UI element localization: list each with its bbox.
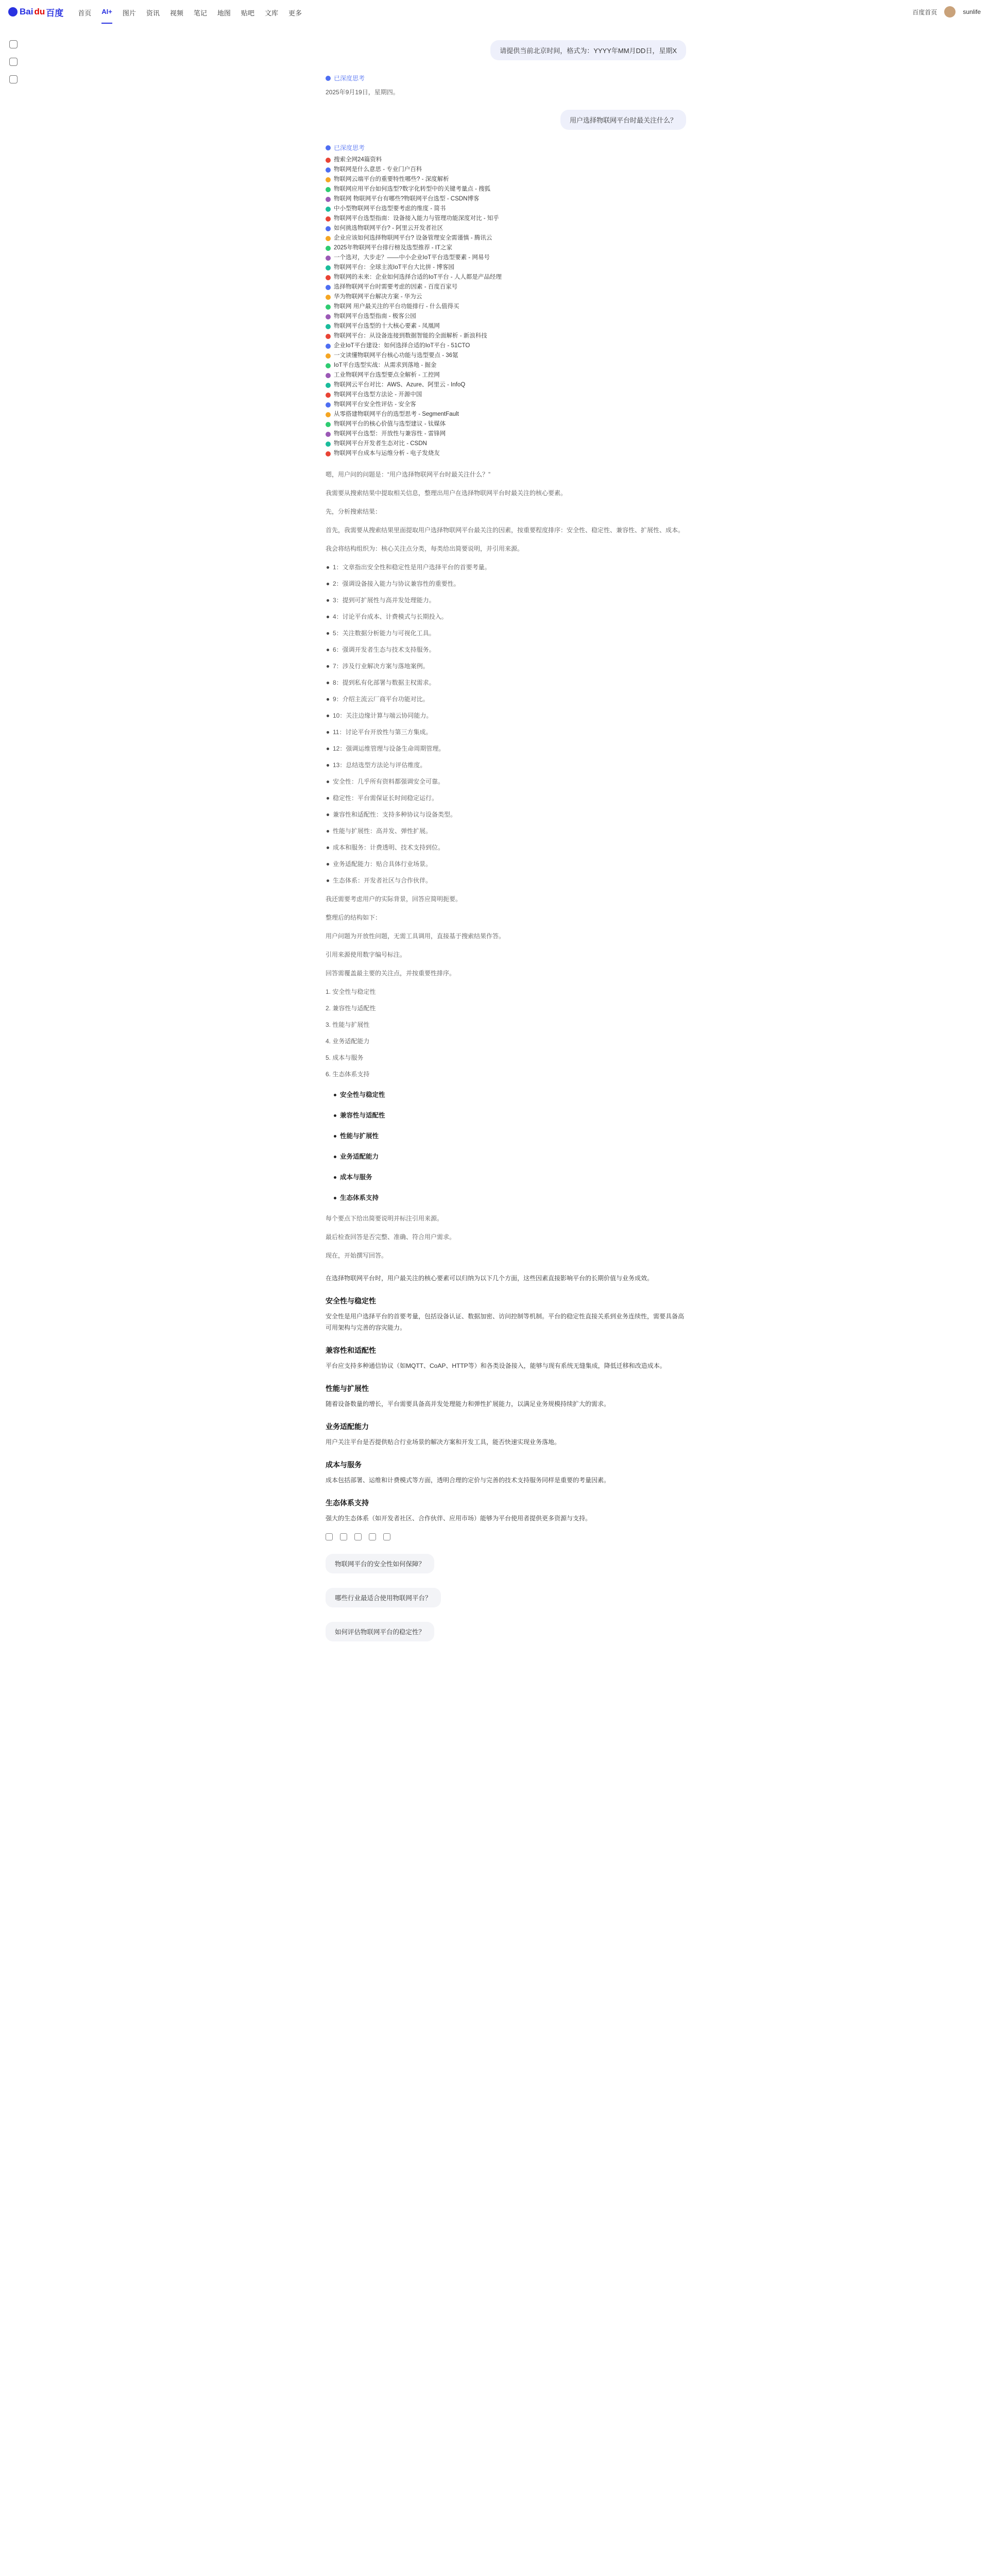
- reference-item[interactable]: [326, 449, 686, 459]
- reasoning-paragraph: 每个要点下给出简要说明并标注引用来源。: [326, 1215, 444, 1222]
- thinking-label: 已深度思考: [334, 75, 365, 82]
- user-question-1: 请提供当前北京时间，格式为：YYYY年MM月DD日，星期X: [490, 40, 686, 60]
- reasoning-bullet: 13：总结选型方法论与评估维度。: [326, 758, 686, 772]
- site-favicon-icon: [326, 295, 331, 300]
- logo-suffix: 百度: [46, 8, 64, 18]
- reference-title: 物联网应用平台如何选型?数字化转型中的关键考量点 - 搜狐: [334, 186, 491, 192]
- logo-text-du: du: [34, 7, 45, 16]
- reference-item[interactable]: [326, 214, 686, 224]
- reasoning-bullet: 1：文章指出安全性和稳定性是用户选择平台的首要考量。: [326, 561, 686, 574]
- history-icon[interactable]: [9, 58, 18, 66]
- nav-item[interactable]: 贴吧: [241, 9, 254, 17]
- reference-item[interactable]: [326, 292, 686, 302]
- reference-title: 选择物联网平台时需要考虑的因素 - 百度百家号: [334, 284, 458, 290]
- numbered-item: 1. 安全性与稳定性: [326, 988, 376, 995]
- reference-item[interactable]: [326, 155, 686, 165]
- reference-title: 华为物联网平台解决方案 - 华为云: [334, 294, 422, 300]
- reference-title: 物联网云平台对比：AWS、Azure、阿里云 - InfoQ: [334, 382, 466, 388]
- reference-title: 物联网平台选型指南：设备接入能力与管理功能深度对比 - 知乎: [334, 215, 499, 222]
- reference-item[interactable]: [326, 410, 686, 419]
- reference-item[interactable]: [326, 312, 686, 321]
- outline-item: 生态体系支持: [326, 1191, 686, 1205]
- outline-item: 业务适配能力: [326, 1150, 686, 1163]
- answer-section-title: 兼容性和适配性: [326, 1346, 376, 1354]
- site-favicon-icon: [326, 304, 331, 310]
- site-favicon-icon: [326, 324, 331, 329]
- reasoning-bullet: 9：介绍主流云厂商平台功能对比。: [326, 692, 686, 706]
- answer-section-title: 安全性与稳定性: [326, 1297, 376, 1305]
- reasoning-paragraph: 回答需覆盖最主要的关注点，并按重要性排序。: [326, 970, 456, 977]
- site-favicon-icon: [326, 275, 331, 280]
- reference-title: IoT平台选型实战：从需求到落地 - 掘金: [334, 362, 437, 368]
- nav-item[interactable]: 首页: [78, 9, 92, 17]
- nav-item[interactable]: 视频: [169, 9, 183, 17]
- share-icon[interactable]: [354, 1533, 362, 1540]
- site-favicon-icon: [326, 256, 331, 261]
- site-favicon-icon: [326, 451, 331, 456]
- reference-title: 物联网平台选型的十大核心要素 - 凤凰网: [334, 323, 440, 329]
- numbered-item: 6. 生态体系支持: [326, 1071, 370, 1078]
- side-rail: [9, 40, 18, 83]
- reasoning-paragraph: 用户问题为开放性问题，无需工具调用，直接基于搜索结果作答。: [326, 933, 505, 940]
- reasoning-paragraph: 我会将结构组织为：核心关注点分类，每类给出简要说明，并引用来源。: [326, 545, 524, 552]
- site-favicon-icon: [326, 216, 331, 222]
- reasoning-bullet: 6：强调开发者生态与技术支持服务。: [326, 643, 686, 656]
- summary-bullet: 性能与扩展性：高并发、弹性扩展。: [326, 824, 686, 838]
- reasoning-bullet: 12：强调运维管理与设备生命周期管理。: [326, 742, 686, 755]
- reference-item[interactable]: [326, 331, 686, 341]
- outline-item: 性能与扩展性: [326, 1129, 686, 1143]
- reference-item[interactable]: [326, 204, 686, 214]
- reasoning-content: [326, 468, 686, 1262]
- reasoning-bullet: 3：提到可扩展性与高并发处理能力。: [326, 594, 686, 607]
- reference-item[interactable]: [326, 390, 686, 400]
- reference-title: 物联网平台选型指南 - 极客公园: [334, 313, 416, 319]
- site-favicon-icon: [326, 197, 331, 202]
- reference-title: 物联网 用户最关注的平台功能排行 - 什么值得买: [334, 303, 459, 310]
- numbered-item: 5. 成本与服务: [326, 1054, 364, 1061]
- reference-item[interactable]: [326, 175, 686, 184]
- regenerate-icon[interactable]: [340, 1533, 347, 1540]
- reasoning-paragraph: 我需要从搜索结果中提取相关信息，整理出用户在选择物联网平台时最关注的核心要素。: [326, 489, 567, 497]
- suggested-question[interactable]: 如何评估物联网平台的稳定性？: [326, 1622, 434, 1641]
- main-nav: [78, 1, 302, 24]
- site-favicon-icon: [326, 177, 331, 182]
- reference-item[interactable]: [326, 429, 686, 439]
- reasoning-paragraph: 现在，开始撰写回答。: [326, 1252, 388, 1259]
- nav-item[interactable]: 资讯: [146, 9, 160, 17]
- reference-title: 物联网云端平台的重要特性哪些? - 深度解析: [334, 176, 449, 182]
- numbered-item: 3. 性能与扩展性: [326, 1021, 370, 1028]
- answer-section-body: 用户关注平台是否提供贴合行业场景的解决方案和开发工具，能否快速实现业务落地。: [326, 1438, 561, 1446]
- reference-item[interactable]: [326, 263, 686, 273]
- reference-title: 物联网平台选型：开放性与兼容性 - 雷锋网: [334, 431, 446, 437]
- answer-section-title: 业务适配能力: [326, 1422, 369, 1431]
- summary-bullet: 成本和服务：计费透明、技术支持到位。: [326, 841, 686, 854]
- final-answer: [326, 1273, 686, 1524]
- nav-item[interactable]: 地图: [217, 9, 231, 17]
- thumbs-down-icon[interactable]: [383, 1533, 390, 1540]
- site-favicon-icon: [326, 187, 331, 192]
- paw-icon: [8, 7, 18, 16]
- site-favicon-icon: [326, 246, 331, 251]
- reference-item[interactable]: [326, 302, 686, 312]
- suggested-question[interactable]: 物联网平台的安全性如何保障？: [326, 1554, 434, 1573]
- reference-item[interactable]: [326, 233, 686, 243]
- nav-item[interactable]: 图片: [122, 9, 136, 17]
- site-favicon-icon: [326, 412, 331, 417]
- suggested-questions: [326, 1554, 686, 1641]
- outline-item: 成本与服务: [326, 1171, 686, 1184]
- reasoning-paragraph: 先，分析搜索结果：: [326, 508, 382, 515]
- site-favicon-icon: [326, 207, 331, 212]
- reference-title: 物联网平台开发者生态对比 - CSDN: [334, 440, 427, 447]
- site-favicon-icon: [326, 285, 331, 290]
- reference-title: 如何挑选物联网平台? - 阿里云开发者社区: [334, 225, 444, 231]
- user-area: [912, 6, 981, 18]
- reference-item[interactable]: [326, 361, 686, 370]
- summary-bullet: 兼容性和适配性：支持多种协议与设备类型。: [326, 808, 686, 821]
- site-favicon-icon: [326, 373, 331, 378]
- user-question-2: 用户选择物联网平台时最关注什么？: [560, 110, 686, 130]
- reasoning-bullet: 11：讨论平台开放性与第三方集成。: [326, 725, 686, 739]
- reference-item[interactable]: [326, 165, 686, 175]
- reference-title: 物联网 物联网平台有哪些?物联网平台选型 - CSDN博客: [334, 196, 480, 202]
- reference-item[interactable]: [326, 184, 686, 194]
- reference-item[interactable]: [326, 351, 686, 361]
- ai-icon: [326, 145, 331, 150]
- reference-item[interactable]: [326, 282, 686, 292]
- site-favicon-icon: [326, 353, 331, 359]
- nav-item[interactable]: 笔记: [193, 9, 207, 17]
- site-favicon-icon: [326, 402, 331, 408]
- reference-item[interactable]: [326, 243, 686, 253]
- reasoning-bullet: 7：涉及行业解决方案与落地案例。: [326, 659, 686, 673]
- thumbs-up-icon[interactable]: [369, 1533, 376, 1540]
- top-bar: [0, 0, 989, 24]
- reference-title: 物联网平台的核心价值与选型建议 - 钛媒体: [334, 421, 446, 427]
- home-link[interactable]: 百度首页: [912, 8, 937, 16]
- answer-section-title: 成本与服务: [326, 1461, 362, 1469]
- site-favicon-icon: [326, 442, 331, 447]
- reference-title: 物联网平台：全球主流IoT平台大比拼 - 博客园: [334, 264, 454, 270]
- site-favicon-icon: [326, 314, 331, 319]
- reference-title: 企业IoT平台建设：如何选择合适的IoT平台 - 51CTO: [334, 343, 470, 349]
- outline-item: 兼容性与适配性: [326, 1109, 686, 1122]
- numbered-item: 2. 兼容性与适配性: [326, 1005, 376, 1012]
- summary-bullet: 稳定性：平台需保证长时间稳定运行。: [326, 791, 686, 805]
- suggested-question[interactable]: 哪些行业最适合使用物联网平台？: [326, 1588, 441, 1607]
- site-favicon-icon: [326, 265, 331, 270]
- site-favicon-icon: [326, 236, 331, 241]
- site-favicon-icon: [326, 393, 331, 398]
- reasoning-bullet: 2：强调设备接入能力与协议兼容性的重要性。: [326, 577, 686, 590]
- reasoning-paragraph: 最后检查回答是否完整、准确、符合用户需求。: [326, 1233, 456, 1241]
- answer-section-title: 生态体系支持: [326, 1499, 369, 1507]
- site-favicon-icon: [326, 432, 331, 437]
- thinking-label: 已深度思考: [334, 144, 365, 151]
- summary-bullet: 生态体系：开发者社区与合作伙伴。: [326, 874, 686, 887]
- reference-item[interactable]: [326, 400, 686, 410]
- site-favicon-icon: [326, 363, 331, 368]
- reference-title: 一文读懂物联网平台核心功能与选型要点 - 36氪: [334, 352, 458, 359]
- reference-title: 物联网平台安全性评估 - 安全客: [334, 401, 416, 408]
- nav-item[interactable]: 文库: [264, 9, 278, 17]
- baidu-logo[interactable]: [8, 6, 63, 19]
- reference-title: 一个选对，大步走？——中小企业IoT平台选型要素 - 网易号: [334, 255, 490, 261]
- answer-section-title: 性能与扩展性: [326, 1384, 369, 1393]
- reference-item[interactable]: [326, 370, 686, 380]
- summary-bullet: 业务适配能力：贴合具体行业场景。: [326, 857, 686, 871]
- summary-bullet: 安全性：几乎所有资料都强调安全可靠。: [326, 775, 686, 788]
- reference-item[interactable]: [326, 380, 686, 390]
- reference-title: 搜索全网24篇资料: [334, 157, 382, 163]
- reasoning-bullet: 10：关注边缘计算与端云协同能力。: [326, 709, 686, 722]
- conversation: [326, 40, 686, 1641]
- reference-title: 物联网的未来：企业如何选择合适的IoT平台 - 人人都是产品经理: [334, 274, 502, 280]
- new-chat-icon[interactable]: [9, 40, 18, 48]
- reasoning-bullet: 4：讨论平台成本、计费模式与长期投入。: [326, 610, 686, 623]
- reasoning-paragraph: 引用来源使用数字编号标注。: [326, 951, 406, 958]
- username[interactable]: sunlife: [963, 8, 981, 15]
- answer-intro: 在选择物联网平台时，用户最关注的核心要素可以归纳为以下几个方面，这些因素直接影响平台的长期价值与业务成效。: [326, 1275, 654, 1282]
- reasoning-bullet: 8：提到私有化部署与数据主权需求。: [326, 676, 686, 689]
- reference-title: 物联网平台：从设备连接到数据智能的全面解析 - 新浪科技: [334, 333, 487, 339]
- reference-list: [326, 155, 686, 459]
- reference-title: 物联网平台选型方法论 - 开源中国: [334, 392, 422, 398]
- site-favicon-icon: [326, 158, 331, 163]
- answer-section-body: 安全性是用户选择平台的首要考量，包括设备认证、数据加密、访问控制等机制。平台的稳定性直接关系到业务连续性，需要具备高可用架构与完善的容灾能力。: [326, 1313, 685, 1331]
- reference-item[interactable]: [326, 419, 686, 429]
- reference-title: 从零搭建物联网平台的选型思考 - SegmentFault: [334, 411, 459, 417]
- thinking-toggle-2[interactable]: [326, 143, 686, 152]
- reasoning-paragraph: 整理后的结构如下：: [326, 914, 382, 921]
- reference-title: 工业物联网平台选型要点全解析 - 工控网: [334, 372, 440, 378]
- reference-title: 中小型物联网平台选型要考虑的维度 - 简书: [334, 206, 446, 212]
- reference-title: 企业应该如何选择物联网平台? 设备管理安全需谨慎 - 腾讯云: [334, 235, 492, 241]
- answer-actions: [326, 1533, 686, 1540]
- answer-section-body: 强大的生态体系（如开发者社区、合作伙伴、应用市场）能够为平台使用者提供更多资源与支持。: [326, 1515, 592, 1522]
- reference-item[interactable]: [326, 194, 686, 204]
- nav-item[interactable]: AI+: [101, 1, 112, 24]
- reference-title: 2025年物联网平台排行榜及选型推荐 - IT之家: [334, 245, 453, 251]
- avatar[interactable]: [944, 6, 956, 18]
- site-favicon-icon: [326, 422, 331, 427]
- answer-section-body: 平台应支持多种通信协议（如MQTT、CoAP、HTTP等）和各类设备接入，能够与现有系统无缝集成，降低迁移和改造成本。: [326, 1362, 666, 1369]
- numbered-item: 4. 业务适配能力: [326, 1038, 370, 1045]
- reference-item[interactable]: [326, 253, 686, 263]
- reference-item[interactable]: [326, 273, 686, 282]
- reasoning-paragraph: 嗯，用户问的问题是：“用户选择物联网平台时最关注什么？”: [326, 471, 490, 478]
- thinking-toggle-1[interactable]: [326, 74, 686, 82]
- reference-item[interactable]: [326, 341, 686, 351]
- logo-text: Bai: [20, 7, 33, 16]
- answer-section-body: 随着设备数量的增长，平台需要具备高并发处理能力和弹性扩展能力，以满足业务规模持续扩大的需求。: [326, 1400, 610, 1408]
- outline-item: 安全性与稳定性: [326, 1088, 686, 1101]
- reasoning-paragraph: 首先，我需要从搜索结果里面提取用户选择物联网平台最关注的因素，按重要程度排序：安全性、稳定性、兼容性、扩展性、成本。: [326, 527, 685, 534]
- site-favicon-icon: [326, 344, 331, 349]
- reference-item[interactable]: [326, 321, 686, 331]
- reference-title: 物联网是什么意思 - 专业门户百科: [334, 166, 422, 173]
- ai-icon: [326, 76, 331, 81]
- copy-icon[interactable]: [326, 1533, 333, 1540]
- answer-1: 2025年9月19日，星期四。: [326, 89, 399, 96]
- settings-icon[interactable]: [9, 75, 18, 83]
- reasoning-paragraph: 我还需要考虑用户的实际背景，回答应简明扼要。: [326, 895, 462, 903]
- site-favicon-icon: [326, 334, 331, 339]
- site-favicon-icon: [326, 226, 331, 231]
- reference-item[interactable]: [326, 224, 686, 233]
- answer-section-body: 成本包括部署、运维和计费模式等方面，透明合理的定价与完善的技术支持服务同样是重要的考量因素。: [326, 1477, 610, 1484]
- site-favicon-icon: [326, 383, 331, 388]
- reference-item[interactable]: [326, 439, 686, 449]
- site-favicon-icon: [326, 167, 331, 173]
- nav-item[interactable]: 更多: [288, 9, 302, 17]
- reasoning-bullet: 5：关注数据分析能力与可视化工具。: [326, 626, 686, 640]
- reference-title: 物联网平台成本与运维分析 - 电子发烧友: [334, 450, 440, 456]
